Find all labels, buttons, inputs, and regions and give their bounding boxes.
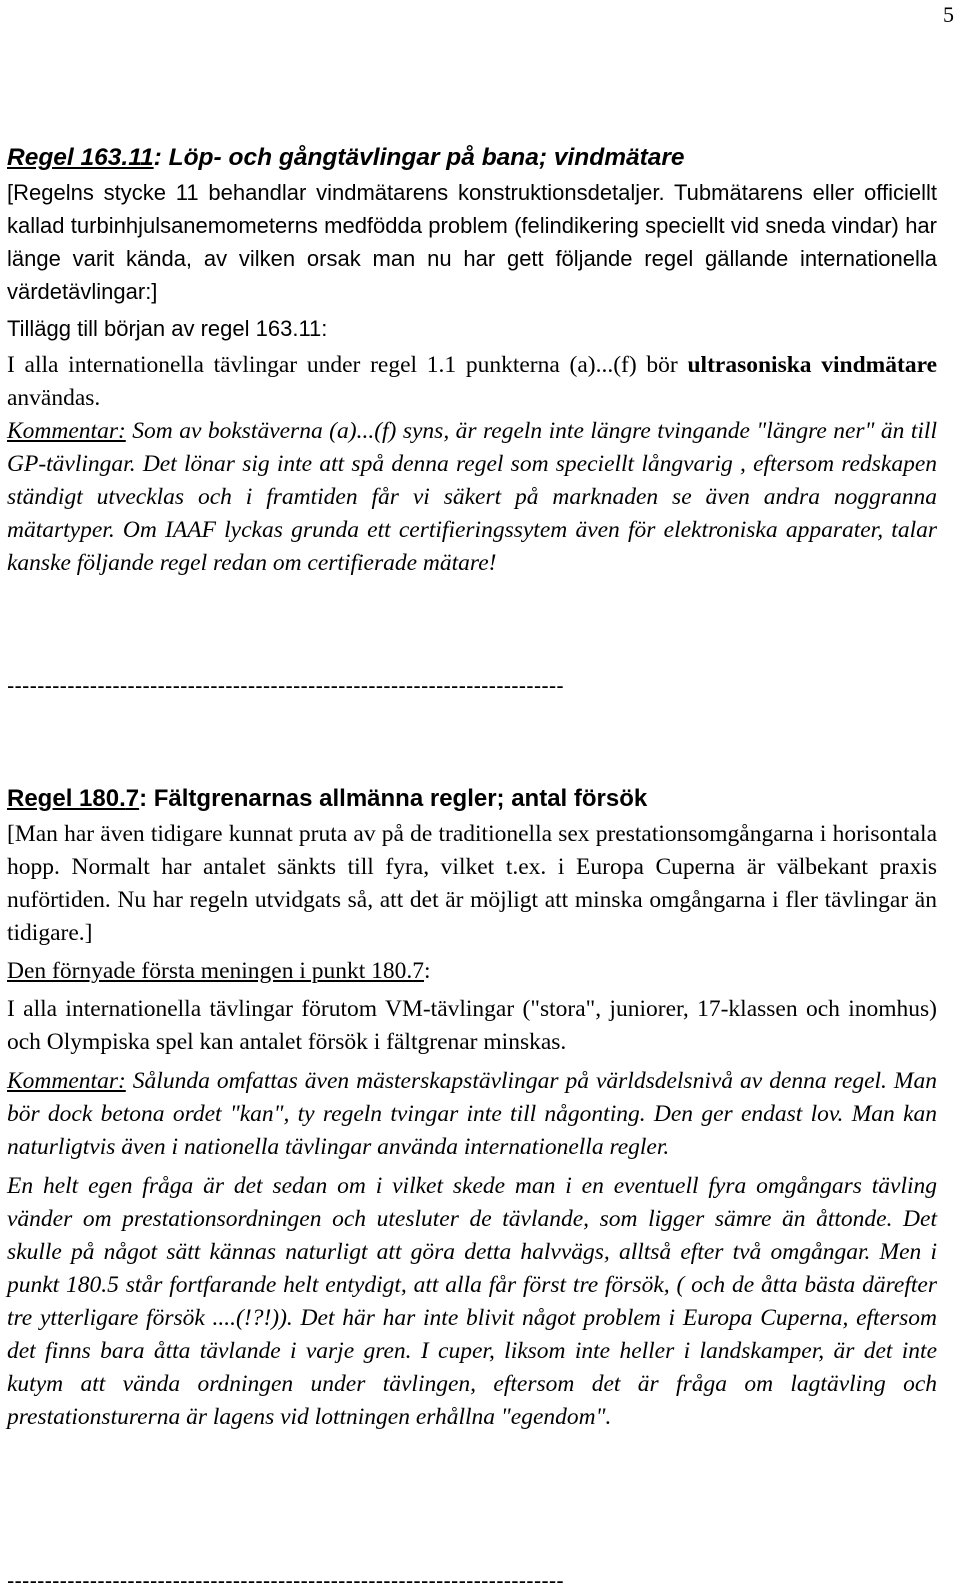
heading-rule-ref: Regel 163.11	[7, 144, 154, 171]
rule-text-post: användas.	[7, 385, 101, 411]
separator-line-bottom: --------------------------------------------------------------------------	[7, 1568, 564, 1593]
rule-text: I alla internationella tävlingar förutom VM-tävlingar ("stora", juniorer, 17-klassen och inomhus) och Olympiska spel kan antalet försök i fältgrenar minskas.	[7, 996, 937, 1055]
rule-text-bold: ultrasoniska vindmätare	[687, 352, 938, 378]
renewed-label-line	[7, 955, 937, 988]
comment-text: Som av bokstäverna (a)...(f) syns, är regeln inte längre tvingande "längre ner" än till GP-tävlingar. Det lönar sig inte att spå denna regel som speciellt långvarig , eftersom redskapen ständigt utvecklas och i framtiden får vi säkert på marknaden se även andra noggranna mätartyper. Om IAAF lyckas grunda ett certifieringssytem även för elektroniska apparater, talar kanske följande regel redan om certifierade mätare!	[7, 418, 937, 576]
section-intro: [Regelns stycke 11 behandlar vindmätarens konstruktionsdetaljer. Tubmätarens eller officiellt kallad turbinhjulsanemometerns medfödda problem (felindikering speciellt vid sneda vindar) har länge varit kända, av vilken orsak man nu har gett följande regel gällande internationella värdetävlingar:]	[7, 180, 937, 304]
comment-paragraph	[7, 1065, 937, 1164]
discussion-paragraph: En helt egen fråga är det sedan om i vilket skede man i en eventuell fyra omgångars tävling vänder om prestationsordningen och utesluter de tävlande, som ligger sämre än åttonde. Det skulle på något sätt kännas naturligt att göra detta halvvägs, alltså efter två omgångar. Men i punkt 180.5 står fortfarande helt entydigt, att alla får först tre försök, ( och de åtta bästa därefter tre ytterligare försök ....(!?!)). Det här har inte blivit något problem i Europa Cuperna, eftersom det finns bara åtta tävlande i varje gren. I cuper, liksom inte heller i landskamper, är det inte kutym att vända ordningen under tävlingen, eftersom det är fråga om lagtävling och prestationsturerna är lagens vid lottningen erhållna "egendom".	[7, 1173, 937, 1430]
comment-text: Sålunda omfattas även mästerskapstävlingar på världsdelsnivå av denna regel. Man bör dock betona ordet "kan", ty regeln tvingar inte till någonting. Den ger endast lov. Man kan naturligtvis även i nationella tävlingar använda internationella regler.	[7, 1068, 937, 1160]
section-intro: [Man har även tidigare kunnat pruta av på de traditionella sex prestationsomgångarna i horisontala hopp. Normalt har antalet sänkts till fyra, vilket t.ex. i Europa Cuperna är välbekant praxis nuförtiden. Nu har regeln utvidgats så, att det är möjligt att minska omgångarna i fler tävlingar än tidigare.]	[7, 821, 937, 946]
rule-text	[7, 349, 937, 415]
page-number: 5	[943, 2, 954, 27]
heading-rule-ref: Regel 180.	[7, 785, 126, 812]
section-163-11	[7, 142, 937, 580]
rule-text-pre: I alla internationella tävlingar under regel 1.1 punkterna (a)...(f) bör	[7, 352, 688, 378]
section-heading-180-7	[7, 783, 937, 815]
renewed-colon: :	[424, 958, 431, 984]
comment-paragraph	[7, 415, 937, 580]
addition-label: Tillägg till början av regel 163.11:	[7, 316, 328, 341]
comment-label: Kommentar:	[7, 418, 126, 444]
section-180-7	[7, 783, 937, 1434]
heading-title: : Fältgrenarnas allmänna regler; antal försök	[139, 785, 648, 812]
separator-line: --------------------------------------------------------------------------	[7, 673, 564, 698]
renewed-label: Den förnyade första meningen i punkt 180.7	[7, 958, 425, 984]
heading-rule-ref-number: 7	[125, 785, 140, 812]
section-heading-163-11	[7, 142, 937, 174]
comment-label: Kommentar:	[7, 1068, 126, 1094]
heading-title: : Löp- och gångtävlingar på bana; vindmätare	[153, 144, 685, 171]
